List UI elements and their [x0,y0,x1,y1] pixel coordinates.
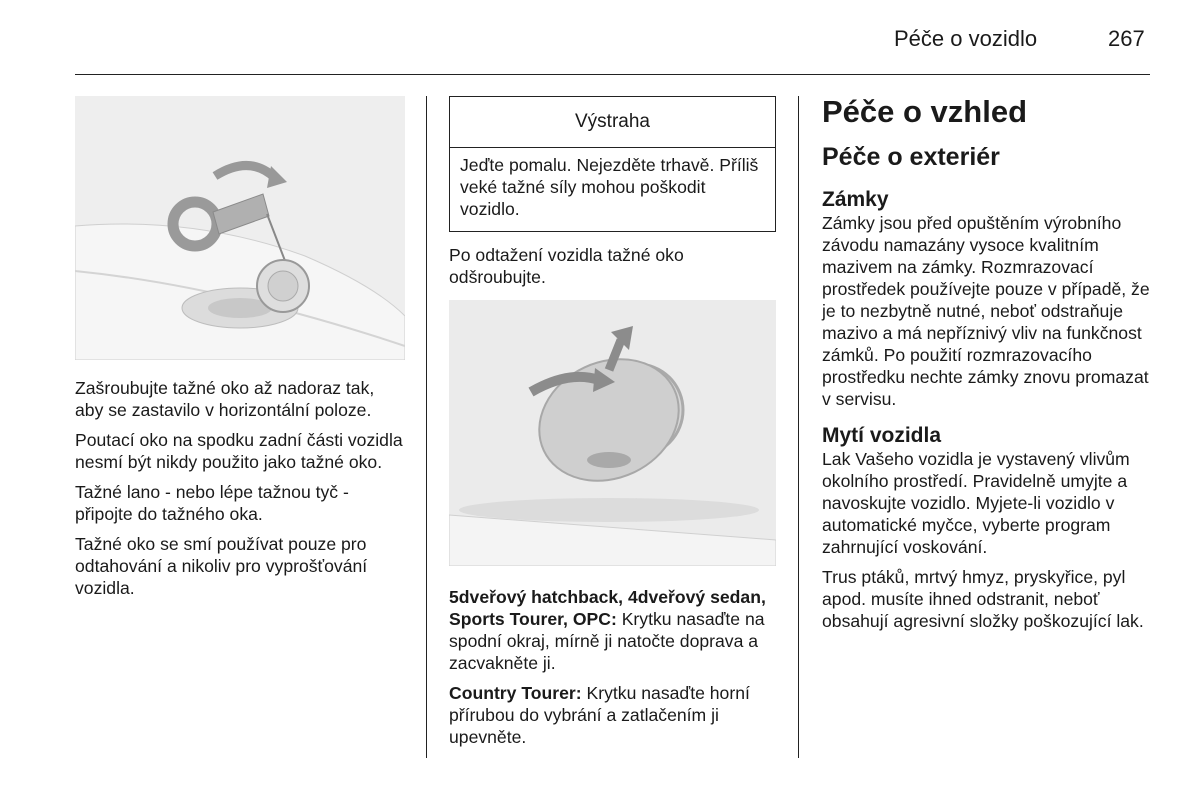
column-3-text [822,94,1152,640]
paragraph: Tažné oko se smí používat pouze pro odtahování a nikoliv pro vyprošťování vozidla. [75,534,368,598]
model-list: 5dveřový hatchback, 4dveřový sedan, Sports Tourer, OPC: [449,587,766,629]
paragraph: Tažné lano - nebo lépe tažnou tyč - připojte do tažného oka. [75,482,349,524]
locks-paragraph: Zámky jsou před opuštěním výrobního závodu namazány vysoce kvalitním mazivem na zámky. Rozmrazovací prostředek používejte pouze v případě, že je to nezbytně nutné, neboť odstraňuje mazivo a má nepříznivý vliv na funkčnost zámků. Po použití rozmrazovacího prostředku nechte zámky znovu promazat v servisu. [822,213,1150,409]
column-divider-1 [426,96,427,758]
paragraph: Zašroubujte tažné oko až nadoraz tak, aby se zastavilo v horizontální poloze. [75,378,375,420]
column-divider-2 [798,96,799,758]
wash-paragraph-2: Trus ptáků, mrtvý hmyz, pryskyřice, pyl apod. musíte ihned odstranit, neboť obsahují agresivní složky poškozující lak. [822,567,1144,631]
header-rule [75,74,1150,75]
column-1-text [75,377,405,607]
warning-title: Výstraha [450,97,775,148]
subsection-heading: Péče o exteriér [822,143,1000,171]
paragraph: Poutací oko na spodku zadní části vozidla nesmí být nikdy použito jako tažné oko. [75,430,403,472]
page-number: 267 [1108,26,1145,51]
paragraph-country-tourer [449,682,779,748]
cover-cap-illustration [449,300,776,566]
section-heading: Péče o vzhled [822,94,1028,129]
paragraph-hatchback [449,586,779,674]
wash-paragraph-1: Lak Vašeho vozidla je vystavený vlivům okolního prostředí. Pravidelně umyjte a navoskujte vozidlo. Myjete-li vozidlo v automatické myčce, vyberte program zahrnující voskování. [822,449,1130,557]
warning-text: Jeďte pomalu. Nejezděte trhavě. Příliš veké tažné síly mohou poškodit vozidlo. [460,155,759,219]
locks-heading: Zámky [822,188,889,211]
hatchback-instruction: Krytku nasaďte na spodní okraj, mírně ji natočte doprava a zacvakněte ji. [449,609,765,673]
paragraph: Po odtažení vozidla tažné oko odšroubujte. [449,245,684,287]
model-country-tourer: Country Tourer: [449,683,582,703]
towing-eye-illustration [75,96,405,360]
country-tourer-instruction: Krytku nasaďte horní přírubou do vybrání a zatlačením ji upevněte. [449,683,750,747]
cover-instructions [449,586,779,756]
warning-box [449,96,776,232]
running-header-title: Péče o vozidlo [894,26,1038,51]
unscrew-intro [449,244,779,296]
wash-heading: Mytí vozidla [822,424,942,447]
